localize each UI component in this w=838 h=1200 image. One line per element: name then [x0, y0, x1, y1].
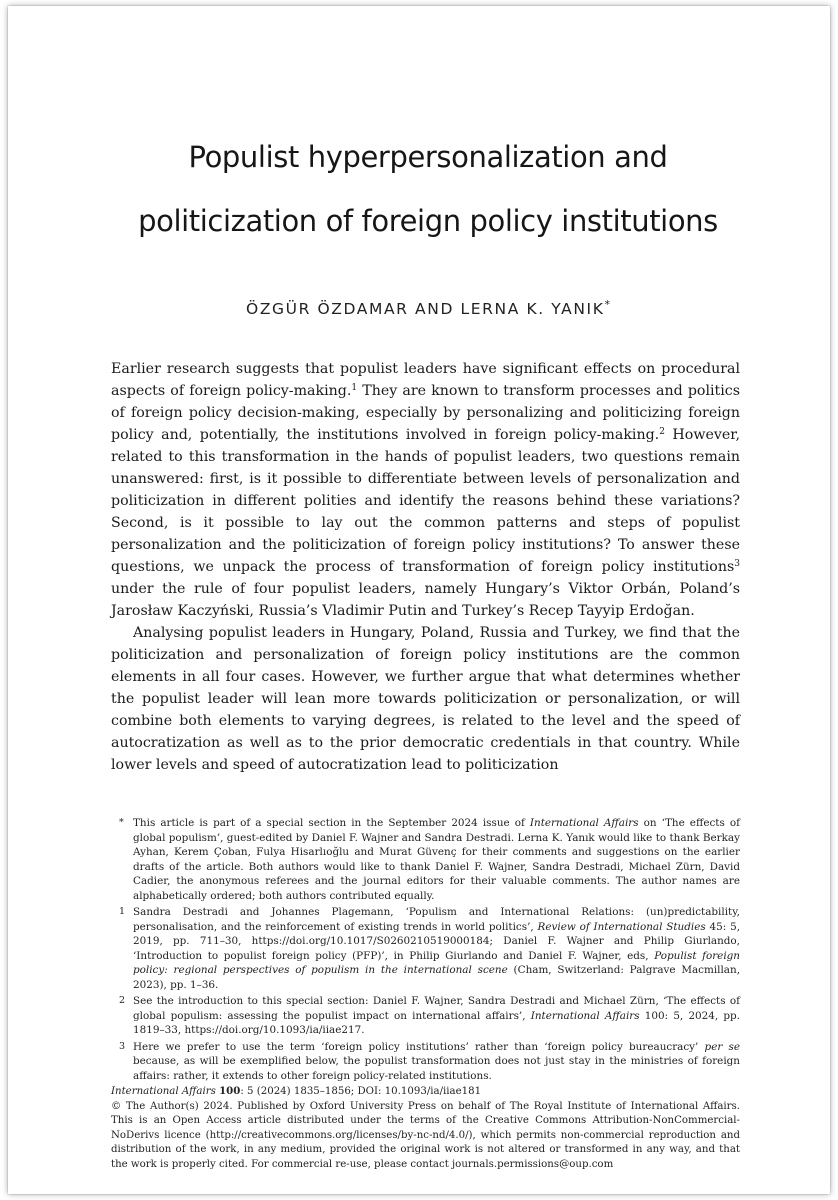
footnote-italic: Populist foreign policy: regional perspectives of populism in the international scene	[133, 949, 740, 976]
footnotes	[111, 816, 740, 1085]
citation-block	[111, 1084, 740, 1172]
footnote-italic: International Affairs	[529, 817, 639, 829]
footnote-text: This article is part of a special section in the September 2024 issue of	[133, 817, 530, 829]
footnote-mark: *	[119, 817, 124, 828]
footnote-mark: 3	[119, 1040, 126, 1052]
paragraph-2: Analysing populist leaders in Hungary, Poland, Russia and Turkey, we find that the politicization and personalization of foreign policy institutions are the common elements in all four cases. However, we further argue that what determines whether the populist leader will lean more towards politicization or personalization, or will combine both elements to varying degrees, is related to the level and the speed of autocratization as well as to the prior democratic credentials in that country. While lower levels and speed of autocratization lead to politicization	[111, 625, 740, 773]
p1-text-c: However, related to this transformation in the hands of populist leaders, two questions remain unanswered: first, is it possible to differentiate between levels of personalization and politicization in different polities and identify the reasons behind these variations? Second, is it possible to lay out the common patterns and steps of populist personalization and the politicization of foreign policy institutions? To answer these questions, we unpack the process of transformation of foreign policy institutions	[111, 427, 740, 575]
article-page	[8, 6, 830, 1194]
paragraph-1	[111, 358, 740, 622]
license-statement: © The Author(s) 2024. Published by Oxford University Press on behalf of The Royal Institute of International Affairs. This is an Open Access article distributed under the terms of the Creative Commons Attribution-NonCommercial-NoDerivs licence (http://creativecommons.org/licenses/by-nc-nd/4.0/), which permits non-commercial reproduction and distribution of the work, in any medium, provided the original work is not altered or transformed in any way, and that the work is properly cited. For commercial re-use, please contact journals.permissions@oup.com	[111, 1100, 740, 1170]
p1-text-d: under the rule of four populist leaders, namely Hungary’s Viktor Orbán, Poland’s Jarosław Kaczyński, Russia’s Vladimir Putin and Turkey’s Recep Tayyip Erdoğan.	[111, 581, 740, 619]
p1-text-a: Earlier research suggests that populist leaders have significant effects on procedural aspects of foreign policy-making.	[111, 361, 740, 399]
footnote-text: 45: 5, 2019, pp. 711–30, https://doi.org/10.1017/S0260210519000184; Daniel F. Wajner and Philip Giurlando, ‘Introduction to populist foreign policy (PFP)’, in Philip Giurlando and Daniel F. Wajner, eds,	[133, 920, 741, 962]
footnote-text: on ‘The effects of global populism’, guest-edited by Daniel F. Wajner and Sandra Destradi. Lerna K. Yanık would like to thank Berkay Ayhan, Kerem Çoban, Fulya Hisarlıoğlu and Murat Güvenç for their comments and suggestions on the earlier drafts of the article. Both authors would like to thank Daniel F. Wajner, Sandra Destradi, Michael Zürn, David Cadier, the anonymous referees and the journal editors for their valuable comments. The author names are alphabetically ordered; both authors contributed equally.	[133, 817, 740, 902]
journal-volume: 100	[219, 1085, 241, 1097]
p1-text-b: They are known to transform processes and politics of foreign policy decision-making, especially by personalizing and politicizing foreign policy and, potentially, the institutions involved in foreign policy-making.	[111, 383, 740, 443]
footnote-1	[111, 905, 740, 992]
footnote-ref-2: 2	[659, 427, 665, 437]
footnote-star	[111, 816, 740, 903]
footnote-mark: 1	[119, 906, 126, 917]
footnote-text: (Cham, Switzerland: Palgrave Macmillan, 2023), pp. 1–36.	[133, 964, 741, 991]
author-line	[48, 298, 808, 318]
title-line-2: politicization of foreign policy institutions	[138, 204, 718, 239]
journal-citation	[111, 1084, 740, 1100]
footnote-italic: International Affairs	[530, 1009, 640, 1022]
footnote-text: Here we prefer to use the term ‘foreign policy institutions’ rather than ‘foreign policy bureaucracy’	[133, 1040, 705, 1053]
footnote-ref-3: 3	[734, 559, 740, 569]
footnote-text: because, as will be exemplified below, the populist transformation does not just stay in the ministries of foreign affairs: rather, it extends to other foreign policy-related institutions.	[133, 1055, 740, 1082]
footnote-text: 100: 5, 2024, pp. 1819–33, https://doi.org/10.1093/ia/iiae217.	[133, 1009, 741, 1036]
title-line-1: Populist hyperpersonalization and	[188, 140, 668, 175]
author-footnote-mark: *	[604, 298, 610, 311]
journal-issue-doi: : 5 (2024) 1835–1856; DOI: 10.1093/ia/iiae181	[240, 1086, 482, 1097]
author-names: ÖZGÜR ÖZDAMAR AND LERNA K. YANIK	[246, 300, 605, 318]
article-body	[111, 358, 740, 776]
footnote-text: Sandra Destradi and Johannes Plagemann, ‘Populism and International Relations: (un)predictability, personalisation, and the reinforcement of existing trends in world politics’,	[133, 906, 740, 933]
footnote-2	[111, 994, 740, 1038]
footnote-italic: per se	[704, 1040, 740, 1053]
footnote-mark: 2	[119, 995, 126, 1006]
footnote-ref-1: 1	[351, 383, 358, 393]
footnote-text: See the introduction to this special section: Daniel F. Wajner, Sandra Destradi and Michael Zürn, ‘The effects of global populism: assessing the populist impact on international affairs’,	[133, 995, 740, 1022]
article-title	[48, 125, 808, 253]
footnote-3	[111, 1040, 740, 1084]
footnote-italic: Review of International Studies	[537, 920, 706, 933]
journal-name: International Affairs	[111, 1086, 216, 1097]
